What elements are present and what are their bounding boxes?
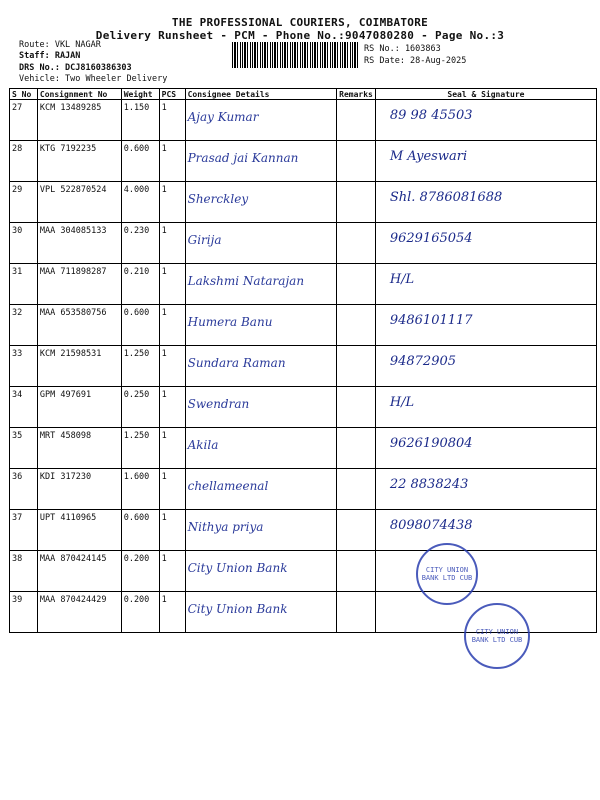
- sno-cell: [10, 223, 38, 264]
- consignee-cell: [185, 469, 337, 510]
- signature-cell: [375, 387, 596, 428]
- weight-cell-text: 1.250: [123, 349, 150, 359]
- signature-cell: [375, 223, 596, 264]
- consignment-cell-text: MRT 458098: [39, 431, 92, 441]
- bank-stamp-text: CITY UNION BANK LTD CUB: [471, 628, 523, 644]
- sno-cell: [10, 387, 38, 428]
- col-sno: S No: [10, 89, 38, 100]
- weight-cell: [121, 428, 159, 469]
- col-remarks: Remarks: [337, 89, 376, 100]
- consignee-cell: [185, 551, 337, 592]
- remarks-cell: [337, 305, 376, 346]
- signature-cell: [375, 346, 596, 387]
- consignee-cell-text: City Union Bank: [187, 561, 288, 575]
- staff-label: Staff: RAJAN: [19, 51, 81, 61]
- weight-cell: [121, 469, 159, 510]
- weight-cell-text: 0.250: [123, 390, 150, 400]
- weight-cell: [121, 551, 159, 592]
- sno-cell-text: 34: [12, 390, 23, 400]
- consignee-cell: [185, 305, 337, 346]
- table-header-row: [10, 89, 597, 100]
- pcs-cell: [159, 469, 185, 510]
- bank-stamp: [416, 543, 478, 605]
- consignment-cell: [37, 551, 121, 592]
- table-row: [10, 551, 597, 592]
- pcs-cell-text: 1: [161, 513, 167, 523]
- consignment-cell-text: KTG 7192235: [39, 144, 97, 154]
- pcs-cell-text: 1: [161, 349, 167, 359]
- consignee-cell: [185, 592, 337, 633]
- table-row: [10, 223, 597, 264]
- bank-stamp: [464, 603, 530, 669]
- col-weight: Weight: [121, 89, 159, 100]
- consignee-cell-text: Swendran: [187, 397, 250, 411]
- consignee-cell-text: Girija: [187, 233, 222, 247]
- table-row: [10, 428, 597, 469]
- table-row: [10, 100, 597, 141]
- weight-cell-text: 1.250: [123, 431, 150, 441]
- table-row: [10, 182, 597, 223]
- consignee-cell: [185, 141, 337, 182]
- signature-cell: [375, 428, 596, 469]
- sno-cell-text: 31: [12, 267, 23, 277]
- pcs-cell: [159, 305, 185, 346]
- signature-cell-text: 9629165054: [389, 231, 473, 246]
- table-row: [10, 141, 597, 182]
- weight-cell: [121, 387, 159, 428]
- signature-cell-text: [378, 592, 594, 600]
- pcs-cell-text: 1: [161, 267, 167, 277]
- pcs-cell: [159, 346, 185, 387]
- sno-cell: [10, 100, 38, 141]
- remarks-cell: [337, 387, 376, 428]
- pcs-cell-text: 1: [161, 554, 167, 564]
- table-row: [10, 469, 597, 510]
- sno-cell-text: 27: [12, 103, 23, 113]
- consignee-cell: [185, 428, 337, 469]
- pcs-cell-text: 1: [161, 185, 167, 195]
- remarks-cell: [337, 551, 376, 592]
- consignee-cell-text: Akila: [187, 438, 219, 452]
- pcs-cell-text: 1: [161, 144, 167, 154]
- sno-cell: [10, 305, 38, 346]
- sno-cell-text: 37: [12, 513, 23, 523]
- weight-cell: [121, 305, 159, 346]
- consignee-cell: [185, 264, 337, 305]
- col-pcs: PCS: [159, 89, 185, 100]
- route-label: Route: VKL NAGAR: [19, 40, 101, 50]
- weight-cell: [121, 100, 159, 141]
- col-signature: Seal & Signature: [375, 89, 596, 100]
- consignment-cell: [37, 264, 121, 305]
- signature-cell-text: 22 8838243: [389, 477, 469, 492]
- pcs-cell-text: 1: [161, 431, 167, 441]
- sno-cell-text: 33: [12, 349, 23, 359]
- consignment-cell-text: MAA 304085133: [39, 226, 107, 236]
- consignee-cell-text: Lakshmi Natarajan: [187, 274, 305, 288]
- consignee-cell: [185, 182, 337, 223]
- col-consignment: Consignment No: [37, 89, 121, 100]
- pcs-cell: [159, 100, 185, 141]
- consignee-cell-text: Ajay Kumar: [187, 110, 259, 124]
- weight-cell: [121, 592, 159, 633]
- sno-cell: [10, 346, 38, 387]
- runsheet-table: [9, 88, 597, 633]
- consignment-cell: [37, 100, 121, 141]
- signature-cell: [375, 264, 596, 305]
- pcs-cell: [159, 182, 185, 223]
- pcs-cell-text: 1: [161, 308, 167, 318]
- remarks-cell: [337, 428, 376, 469]
- weight-cell: [121, 223, 159, 264]
- pcs-cell-text: 1: [161, 103, 167, 113]
- consignee-cell: [185, 387, 337, 428]
- weight-cell: [121, 510, 159, 551]
- remarks-cell: [337, 100, 376, 141]
- sno-cell: [10, 428, 38, 469]
- weight-cell-text: 0.210: [123, 267, 150, 277]
- pcs-cell: [159, 223, 185, 264]
- pcs-cell: [159, 551, 185, 592]
- signature-cell-text: H/L: [389, 272, 415, 287]
- consignment-cell: [37, 428, 121, 469]
- weight-cell: [121, 346, 159, 387]
- weight-cell: [121, 141, 159, 182]
- table-row: [10, 387, 597, 428]
- sno-cell: [10, 141, 38, 182]
- document-subtitle: Delivery Runsheet - PCM - Phone No.:9047080280 - Page No.:3: [95, 29, 505, 42]
- sno-cell-text: 28: [12, 144, 23, 154]
- consignee-cell: [185, 510, 337, 551]
- consignment-cell-text: MAA 653580756: [39, 308, 107, 318]
- rs-date: RS Date: 28-Aug-2025: [364, 56, 467, 66]
- remarks-cell: [337, 346, 376, 387]
- consignment-cell: [37, 592, 121, 633]
- pcs-cell: [159, 387, 185, 428]
- consignee-cell-text: Sherckley: [187, 192, 249, 206]
- consignee-cell-text: chellameenal: [187, 479, 269, 493]
- bank-stamp-text: CITY UNION BANK LTD CUB: [421, 566, 473, 582]
- weight-cell-text: 0.600: [123, 513, 150, 523]
- sno-cell: [10, 264, 38, 305]
- consignment-cell-text: KCM 21598531: [39, 349, 102, 359]
- consignee-cell-text: Sundara Raman: [187, 356, 286, 370]
- pcs-cell: [159, 141, 185, 182]
- barcode: [232, 42, 358, 68]
- consignment-cell-text: MAA 870424429: [39, 595, 107, 605]
- signature-cell-text: 9626190804: [389, 436, 473, 451]
- signature-cell-text: M Ayeswari: [389, 149, 468, 164]
- consignment-cell: [37, 223, 121, 264]
- signature-cell-text: 8098074438: [389, 518, 473, 533]
- weight-cell-text: 1.600: [123, 472, 150, 482]
- signature-cell-text: 94872905: [389, 354, 457, 369]
- sno-cell: [10, 551, 38, 592]
- sno-cell: [10, 182, 38, 223]
- pcs-cell-text: 1: [161, 595, 167, 605]
- remarks-cell: [337, 469, 376, 510]
- sno-cell-text: 30: [12, 226, 23, 236]
- signature-cell: [375, 141, 596, 182]
- signature-cell: [375, 182, 596, 223]
- consignment-cell: [37, 182, 121, 223]
- consignee-cell: [185, 346, 337, 387]
- consignee-cell-text: Humera Banu: [187, 315, 273, 329]
- weight-cell-text: 1.150: [123, 103, 150, 113]
- consignment-cell-text: UPT 4110965: [39, 513, 97, 523]
- sno-cell-text: 38: [12, 554, 23, 564]
- consignment-cell: [37, 141, 121, 182]
- pcs-cell-text: 1: [161, 472, 167, 482]
- sno-cell-text: 36: [12, 472, 23, 482]
- consignee-cell: [185, 223, 337, 264]
- sno-cell: [10, 510, 38, 551]
- sno-cell-text: 35: [12, 431, 23, 441]
- consignment-cell: [37, 510, 121, 551]
- weight-cell: [121, 264, 159, 305]
- consignment-cell: [37, 469, 121, 510]
- pcs-cell-text: 1: [161, 226, 167, 236]
- signature-cell-text: 9486101117: [389, 313, 473, 328]
- consignment-cell: [37, 346, 121, 387]
- weight-cell-text: 0.200: [123, 595, 150, 605]
- remarks-cell: [337, 182, 376, 223]
- pcs-cell: [159, 428, 185, 469]
- consignment-cell-text: GPM 497691: [39, 390, 92, 400]
- pcs-cell: [159, 592, 185, 633]
- signature-cell: [375, 510, 596, 551]
- signature-cell-text: [378, 551, 594, 559]
- col-consignee: Consignee Details: [185, 89, 337, 100]
- consignee-cell-text: City Union Bank: [187, 602, 288, 616]
- sno-cell-text: 39: [12, 595, 23, 605]
- pcs-cell-text: 1: [161, 390, 167, 400]
- signature-cell-text: 89 98 45503: [389, 108, 473, 123]
- remarks-cell: [337, 141, 376, 182]
- table-row: [10, 264, 597, 305]
- sno-cell-text: 29: [12, 185, 23, 195]
- consignment-cell-text: MAA 870424145: [39, 554, 107, 564]
- consignee-cell-text: Prasad jai Kannan: [187, 151, 299, 165]
- consignment-cell-text: MAA 711898287: [39, 267, 107, 277]
- signature-cell-text: Shl. 8786081688: [389, 190, 503, 205]
- weight-cell-text: 0.600: [123, 144, 150, 154]
- consignment-cell-text: KDI 317230: [39, 472, 92, 482]
- weight-cell-text: 0.230: [123, 226, 150, 236]
- sno-cell: [10, 469, 38, 510]
- drs-number: DRS No.: DCJ8160386303: [19, 63, 132, 73]
- consignee-cell: [185, 100, 337, 141]
- remarks-cell: [337, 592, 376, 633]
- vehicle-label: Vehicle: Two Wheeler Delivery: [19, 74, 168, 84]
- remarks-cell: [337, 264, 376, 305]
- sno-cell-text: 32: [12, 308, 23, 318]
- consignment-cell-text: KCM 13489285: [39, 103, 102, 113]
- pcs-cell: [159, 510, 185, 551]
- consignment-cell-text: VPL 522870524: [39, 185, 107, 195]
- weight-cell-text: 0.200: [123, 554, 150, 564]
- pcs-cell: [159, 264, 185, 305]
- table-row: [10, 305, 597, 346]
- signature-cell: [375, 469, 596, 510]
- weight-cell-text: 0.600: [123, 308, 150, 318]
- signature-cell: [375, 100, 596, 141]
- weight-cell-text: 4.000: [123, 185, 150, 195]
- weight-cell: [121, 182, 159, 223]
- document-title: THE PROFESSIONAL COURIERS, COIMBATORE: [171, 16, 429, 29]
- remarks-cell: [337, 510, 376, 551]
- consignment-cell: [37, 305, 121, 346]
- remarks-cell: [337, 223, 376, 264]
- table-row: [10, 346, 597, 387]
- table-row: [10, 510, 597, 551]
- consignment-cell: [37, 387, 121, 428]
- signature-cell-text: H/L: [389, 395, 415, 410]
- consignee-cell-text: Nithya priya: [187, 520, 264, 534]
- signature-cell: [375, 305, 596, 346]
- sno-cell: [10, 592, 38, 633]
- rs-number: RS No.: 1603863: [364, 44, 441, 54]
- signature-cell: [375, 551, 596, 592]
